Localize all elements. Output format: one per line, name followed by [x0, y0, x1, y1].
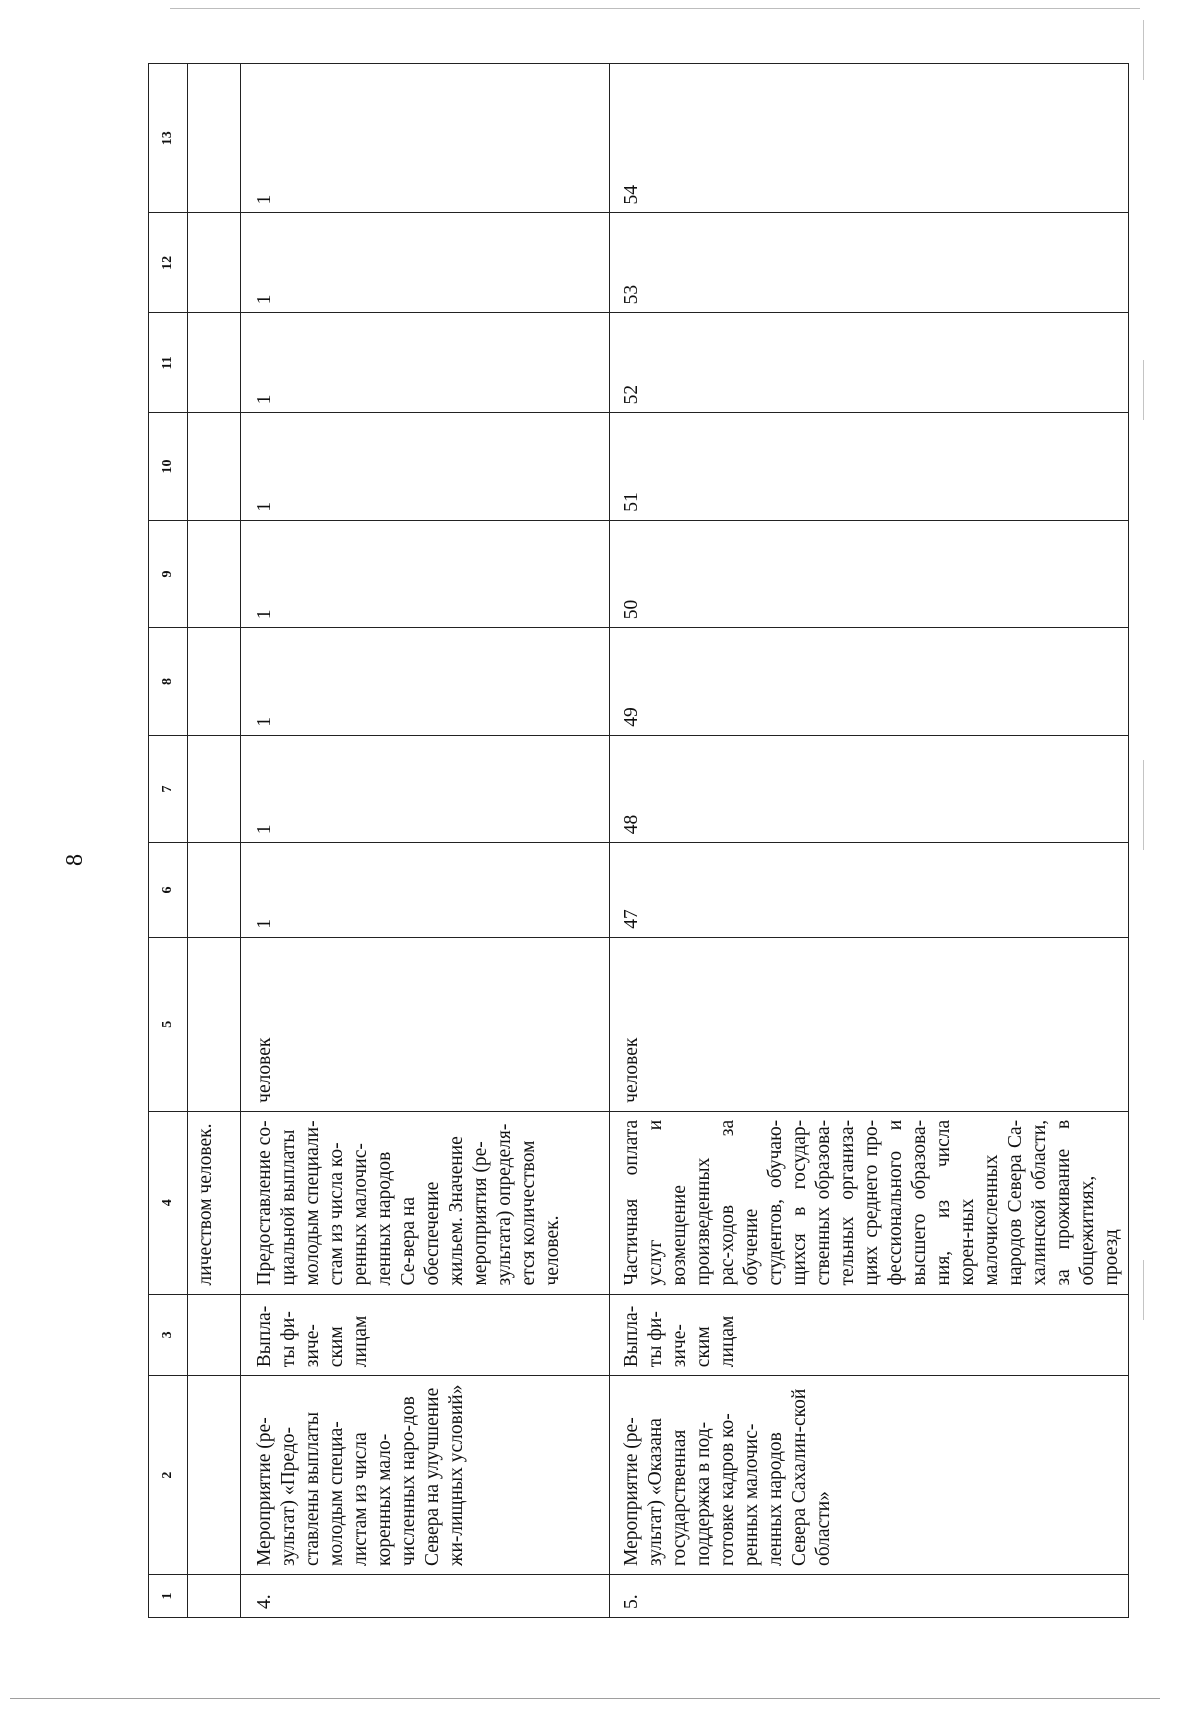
- column-header: 8: [149, 628, 188, 735]
- continuation-row: [188, 64, 241, 1618]
- scan-edge-line: [170, 8, 1140, 9]
- value-cell: 1: [241, 213, 610, 313]
- type-cell: Выпла-ты фи-зиче-ским лицам: [241, 1294, 610, 1376]
- value-cell: 53: [610, 213, 1129, 313]
- event-cell: Мероприятие (ре-зультат) «Предо-ставлены выплаты молодым специа-листам из числа коренных мало-численных наро-дов Севера на улучшение жи-лищных условий»: [241, 1376, 610, 1575]
- value-cell: 51: [610, 413, 1129, 520]
- value-cell: 1: [241, 735, 610, 842]
- table-cell: [188, 413, 241, 520]
- value-cell: 1: [241, 413, 610, 520]
- column-header: 4: [149, 1111, 188, 1294]
- scan-artifact: [1143, 760, 1144, 850]
- scan-edge-line: [10, 1698, 1160, 1699]
- row-number-cell: 4.: [241, 1575, 610, 1618]
- column-header: 6: [149, 843, 188, 938]
- column-header: 5: [149, 937, 188, 1111]
- page-number: 8: [62, 854, 88, 866]
- table-cell: [188, 628, 241, 735]
- table-cell: [188, 1294, 241, 1376]
- table-cell: [188, 520, 241, 627]
- type-cell: Выпла-ты фи-зиче-ским лицам: [610, 1294, 1129, 1376]
- table-cell: [188, 1575, 241, 1618]
- value-cell: 1: [241, 843, 610, 938]
- table-row: [241, 64, 610, 1618]
- description-cell: Частичная оплата услуг и возмещение произведенных рас-ходов за обучение студентов, обучаю-щихся в государ-ственных образова-тельных организа-циях среднего про-фессионального и высшего образова-ния, из числа корен-ных малочисленных народов Севера Са-халинской области, за проживание в общежитиях, проезд: [610, 1111, 1129, 1294]
- column-header: 11: [149, 313, 188, 413]
- column-header: 3: [149, 1294, 188, 1376]
- table-cell: [188, 843, 241, 938]
- data-table: [148, 63, 1129, 1618]
- unit-cell: человек: [241, 937, 610, 1111]
- table-cell: [188, 937, 241, 1111]
- value-cell: 54: [610, 64, 1129, 213]
- value-cell: 1: [241, 64, 610, 213]
- value-cell: 49: [610, 628, 1129, 735]
- column-header: 13: [149, 64, 188, 213]
- column-header: 1: [149, 1575, 188, 1618]
- scan-artifact: [1143, 360, 1144, 420]
- unit-cell: человек: [610, 937, 1129, 1111]
- table-cell: [188, 1376, 241, 1575]
- description-cell: личеством человек.: [188, 1111, 241, 1294]
- header-row: [149, 64, 188, 1618]
- value-cell: 1: [241, 520, 610, 627]
- table-cell: [188, 313, 241, 413]
- table-row: [610, 64, 1129, 1618]
- table-cell: [188, 64, 241, 213]
- value-cell: 1: [241, 313, 610, 413]
- column-header: 10: [149, 413, 188, 520]
- column-header: 9: [149, 520, 188, 627]
- value-cell: 52: [610, 313, 1129, 413]
- scan-artifact: [1143, 1260, 1144, 1320]
- description-cell: Предоставление со-циальной выплаты молодым специали-стам из числа ко-ренных малочис-ленных народов Се-вера на обеспечение жильем. Значение мероприятия (ре-зультата) определя-ется количеством человек.: [241, 1111, 610, 1294]
- value-cell: 47: [610, 843, 1129, 938]
- scan-artifact: [1143, 20, 1144, 80]
- row-number-cell: 5.: [610, 1575, 1129, 1618]
- table-cell: [188, 213, 241, 313]
- table-cell: [188, 735, 241, 842]
- column-header: 2: [149, 1376, 188, 1575]
- column-header: 12: [149, 213, 188, 313]
- value-cell: 50: [610, 520, 1129, 627]
- value-cell: 48: [610, 735, 1129, 842]
- column-header: 7: [149, 735, 188, 842]
- event-cell: Мероприятие (ре-зультат) «Оказана государственная поддержка в под-готовке кадров ко-ренных малочис-ленных народов Севера Сахалин-ской области»: [610, 1376, 1129, 1575]
- value-cell: 1: [241, 628, 610, 735]
- rotated-table-wrapper: [148, 63, 1122, 1618]
